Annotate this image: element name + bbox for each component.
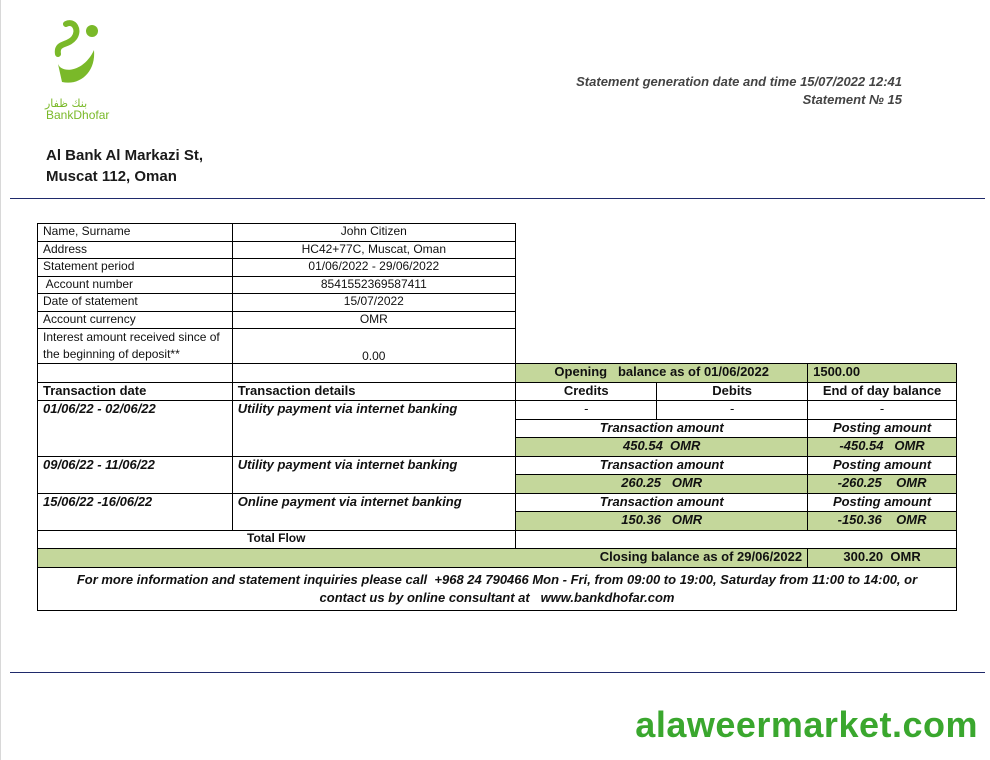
transaction-debits: -	[657, 401, 808, 420]
info-label: Date of statement	[38, 294, 233, 312]
info-row	[38, 259, 516, 277]
statement-number: Statement № 15	[802, 92, 902, 107]
info-value: OMR	[232, 311, 515, 329]
footer-note	[38, 567, 957, 610]
col-end-of-day-balance: End of day balance	[808, 382, 957, 401]
bank-address	[46, 145, 203, 187]
transaction-details: Utility payment via internet banking	[232, 401, 516, 457]
address-line-1: Al Bank Al Markazi St,	[46, 147, 203, 164]
info-value: John Citizen	[232, 224, 515, 242]
info-value: HC42+77C, Muscat, Oman	[232, 241, 515, 259]
closing-balance-label: Closing balance as of 29/06/2022	[38, 549, 808, 568]
posting-amount-label: Posting amount	[808, 419, 957, 438]
transaction-amount: 450.54 OMR	[516, 438, 808, 457]
transaction-row	[38, 456, 957, 475]
transaction-details: Utility payment via internet banking	[232, 456, 516, 493]
footer-row	[38, 567, 957, 610]
transaction-amount-label: Transaction amount	[516, 419, 808, 438]
col-debits: Debits	[657, 382, 808, 401]
transaction-date: 01/06/22 - 02/06/22	[38, 401, 233, 457]
col-transaction-details: Transaction details	[232, 382, 516, 401]
opening-balance-label: Opening balance as of 01/06/2022	[516, 364, 808, 383]
col-transaction-date: Transaction date	[38, 382, 233, 401]
posting-amount-label: Posting amount	[808, 493, 957, 512]
bottom-divider	[10, 672, 985, 673]
info-value: 0.00	[232, 329, 515, 364]
customer-info-table	[37, 223, 516, 364]
info-label: Interest amount received since of the beginning of deposit**	[38, 329, 233, 364]
posting-amount: -150.36 OMR	[808, 512, 957, 531]
info-row	[38, 224, 516, 242]
info-row	[38, 276, 516, 294]
info-label: Account currency	[38, 311, 233, 329]
posting-amount: -450.54 OMR	[808, 438, 957, 457]
transaction-row	[38, 401, 957, 420]
info-label: Name, Surname	[38, 224, 233, 242]
page-edge-line	[0, 0, 1, 760]
info-row	[38, 294, 516, 312]
transaction-date: 15/06/22 -16/06/22	[38, 493, 233, 530]
info-row	[38, 329, 516, 364]
statement-meta	[576, 73, 902, 109]
total-flow-label: Total Flow	[38, 530, 516, 549]
watermark-text: alaweermarket.com	[635, 704, 978, 745]
bank-logo	[44, 20, 134, 124]
transaction-date: 09/06/22 - 11/06/22	[38, 456, 233, 493]
transaction-amount: 150.36 OMR	[516, 512, 808, 531]
logo-arabic-text: بنك ظفار	[45, 97, 88, 110]
col-credits: Credits	[516, 382, 657, 401]
transaction-amount-label: Transaction amount	[516, 456, 808, 475]
transaction-eod: -	[808, 401, 957, 420]
transaction-credits: -	[516, 401, 657, 420]
info-row	[38, 311, 516, 329]
total-flow-row	[38, 530, 957, 549]
info-value: 15/07/2022	[232, 294, 515, 312]
opening-balance-row	[38, 364, 957, 383]
transaction-amount-label: Transaction amount	[516, 493, 808, 512]
column-header-row	[38, 382, 957, 401]
top-divider	[10, 198, 985, 199]
transaction-amount: 260.25 OMR	[516, 475, 808, 494]
info-label: Account number	[38, 276, 233, 294]
closing-balance-value: 300.20 OMR	[808, 549, 957, 568]
address-line-2: Muscat 112, Oman	[46, 168, 177, 185]
footer-line-2: contact us by online consultant at www.bankdhofar.com	[319, 589, 675, 605]
transaction-details: Online payment via internet banking	[232, 493, 516, 530]
opening-balance-value: 1500.00	[808, 364, 957, 383]
bank-logo-icon	[44, 20, 114, 100]
info-row	[38, 241, 516, 259]
info-value: 01/06/2022 - 29/06/2022	[232, 259, 515, 277]
transaction-row	[38, 493, 957, 512]
generation-datetime: Statement generation date and time 15/07/2022 12:41	[576, 74, 902, 89]
transactions-table	[37, 363, 957, 611]
posting-amount-label: Posting amount	[808, 456, 957, 475]
closing-balance-row	[38, 549, 957, 568]
posting-amount: -260.25 OMR	[808, 475, 957, 494]
info-label: Statement period	[38, 259, 233, 277]
footer-line-1: For more information and statement inquiries please call +968 24 790466 Mon - Fri, from 09:00 to 19:00, Saturday from 11:00 to 14:00, or	[76, 571, 918, 587]
info-label: Address	[38, 241, 233, 259]
logo-english-text: BankDhofar	[46, 108, 110, 122]
info-value: 8541552369587411	[232, 276, 515, 294]
